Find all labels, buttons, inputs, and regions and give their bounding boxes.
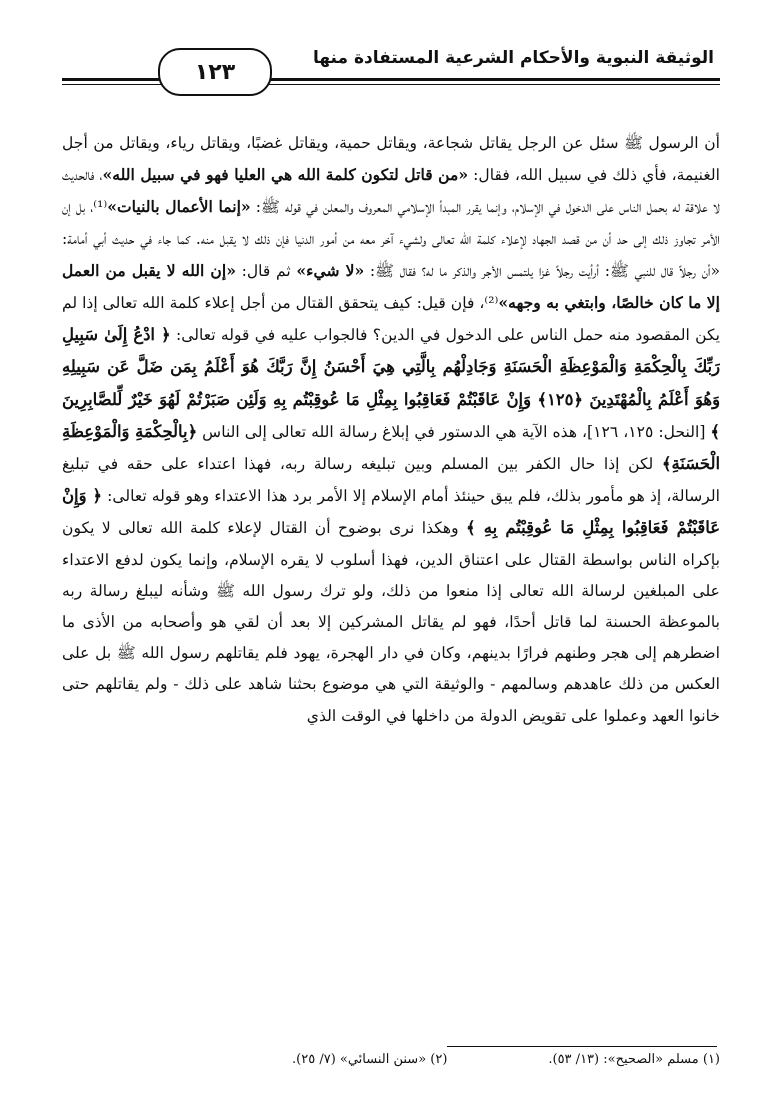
hadith-quote: «لا شيء» (296, 260, 365, 280)
text-run: وهكذا نرى بوضوح أن القتال لإعلاء كلمة الله تعالى لا يكون بإكراه الناس بواسطة القتال على اعتناق الدين، فهذا أسلوب لا يقره الإسلام، وإنما يكون لدفع الاعتداء على المبلغين لرسالة الله تعالى إذا منعوا من ذلك، ولو ترك رسول الله ﷺ وشأنه ليبلغ رسالة ربه بالموعظة الحسنة لما قاتل أحدًا، فهو لم يقاتل المشركين إلا بعد أن لقي هو وأصحابه من الأذى ما اضطرهم إلى هجر وطنهم فرارًا بدينهم، وكان في دار الهجرة، يهود فلم يقاتلهم رسول الله ﷺ بل على العكس من ذلك عاهدهم وسالمهم - والوثيقة التي هي موضوع بحثنا شاهد على ذلك - ولم يقاتلهم حتى خانوا العهد وعملوا على تقويض الدولة من داخلها في الوقت الذي (62, 519, 720, 725)
hadith-quote: «إنما الأعمال بالنيات» (107, 197, 251, 217)
quran-verse: ﴿ ادْعُ إِلَىٰ سَبِيلِ رَبِّكَ بِالْحِكْمَةِ وَالْمَوْعِظَةِ الْحَسَنَةِ وَجَادِلْهُم بِالَّتِي هِيَ أَحْسَنُ إِنَّ رَبَّكَ هُوَ أَعْلَمُ بِمَن ضَلَّ عَن سَبِيلِهِ وَهُوَ أَعْلَمُ بِالْمُهْتَدِينَ ﴿١٢٥﴾ وَإِنْ عَاقَبْتُمْ فَعَاقِبُوا بِمِثْلِ مَا عُوقِبْتُم بِهِ وَلَئِن صَبَرْتُمْ لَهُوَ خَيْرٌ لِّلصَّابِرِينَ ﴾ (62, 325, 720, 441)
running-header (62, 42, 720, 112)
quran-verse: ﴿ وَإِنْ عَاقَبْتُمْ فَعَاقِبُوا بِمِثْلِ مَا عُوقِبْتُم بِهِ ﴾ (62, 486, 720, 538)
footnotes (62, 1052, 720, 1067)
text-run: [النحل: ١٢٥، ١٢٦]، هذه الآية هي الدستور في إبلاغ رسالة الله تعالى إلى الناس (197, 422, 711, 441)
text-run: ، فالحديث لا علاقة له بحمل الناس على الدخول في الإسلام، وإنما يقرر المبدأ الإسلامي المعروف والمعلن في قوله ﷺ: (62, 166, 720, 217)
hadith-quote: «من قاتل لتكون كلمة الله هي العليا فهو في سبيل الله» (102, 165, 469, 185)
text-run: أن الرسول ﷺ سئل عن الرجل يقاتل شجاعة، ويقاتل حمية، ويقاتل غضبًا، ويقاتل رياء، ويقاتل من أجل الغنيمة، فأي ذلك في سبيل الله، فقال: (62, 134, 720, 185)
main-text (62, 128, 720, 1008)
running-title: الوثيقة النبوية والأحكام الشرعية المستفادة منها (312, 48, 714, 68)
text-run: ⁽¹⁾، بل إن الأمر تجاوز ذلك إلى حد أن من قصد الجهاد لإعلاء كلمة الله تعالى ولشيء آخر معه من أمور الدنيا فإن ذلك لا يقبل منه. كما جاء في حديث أبي أمامة: «أن رجلاً قال للنبي ﷺ: أرأيت رجلاً غزا يلتمس الأجر والذكر ما له؟ فقال ﷺ: (62, 198, 720, 280)
page-number: ١٢٣ (158, 48, 272, 96)
text-run: لكن إذا حال الكفر بين المسلم وبين تبليغه رسالة ربه، فهذا اعتداء على حقه في تبليغ الرسالة، إذ هو مأمور بذلك، فلم يبق حينئذ أمام الإسلام إلا الأمر برد هذا الاعتداء وهو قوله تعالى: (62, 455, 720, 506)
hadith-quote: «إن الله لا يقبل من العمل إلا ما كان خالصًا، وابتغي به وجهه» (62, 260, 720, 313)
quran-verse: ﴿بِالْحِكْمَةِ وَالْمَوْعِظَةِ الْحَسَنَةِ﴾ (62, 421, 720, 474)
paragraph (62, 128, 720, 732)
footnote-2: (٢) «سنن النسائي» (٧/ ٢٥). (292, 1052, 448, 1067)
text-run: ⁽²⁾، فإن قيل: كيف يتحقق القتال من أجل إعلاء كلمة الله تعالى إذا لم يكن المقصود منه حمل الناس على الدخول في الدين؟ فالجواب عليه في قوله تعالى: (62, 294, 720, 345)
text-run: ثم قال: (235, 261, 297, 280)
footnote-rule (447, 1046, 717, 1047)
footnote-1: (١) مسلم «الصحيح»: (١٣/ ٥٣). (548, 1052, 720, 1067)
